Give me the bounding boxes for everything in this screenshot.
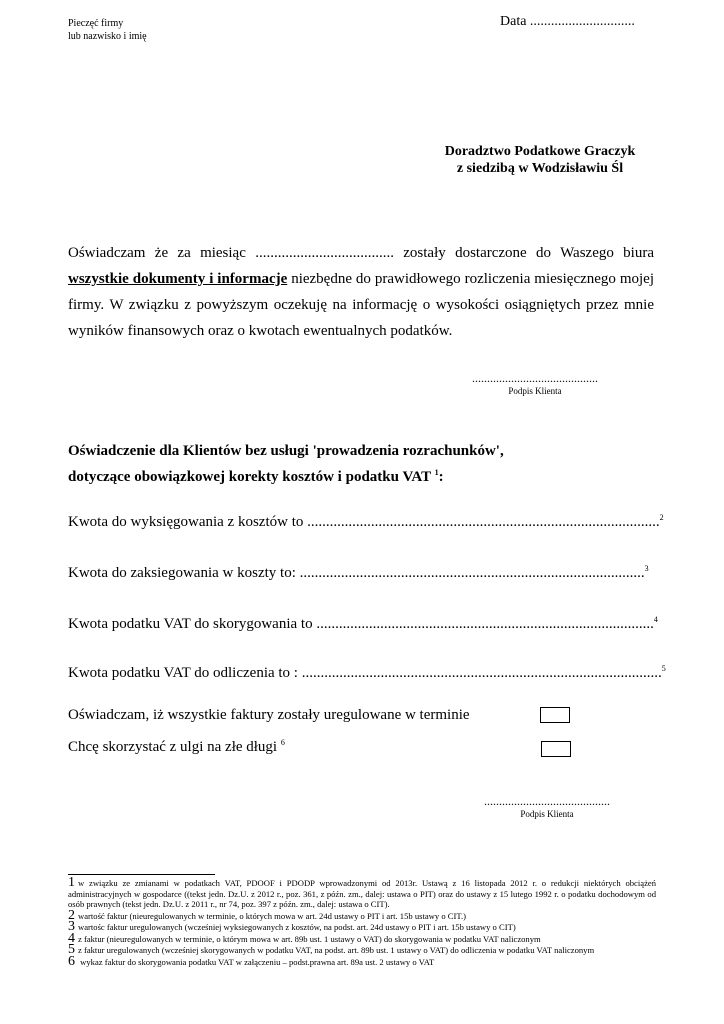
declaration-emphasis: wszystkie dokumenty i informacje — [68, 271, 288, 287]
footnote-ref: 3 — [644, 564, 649, 573]
footnote: 5 z faktur uregulowanych (wcześniej skorygowanych w podatku VAT, na podst. art. 89b ust. 1 ustawy o VAT) do odliczenia w podatku VAT naliczonym — [68, 942, 595, 957]
company-stamp-label — [68, 17, 147, 43]
recipient-block — [430, 143, 650, 177]
footnote-separator — [68, 874, 215, 875]
signature-line: .......................................... — [484, 794, 610, 808]
paid-invoices-checkbox[interactable] — [540, 707, 570, 723]
declaration-paragraph — [68, 240, 654, 344]
section-heading-line-1: Oświadczenie dla Klientów bez usługi 'prowadzenia rozrachunków', — [68, 443, 504, 459]
amount-line: Kwota podatku VAT do odliczenia to : ................................................................................................$^5$ — [68, 664, 666, 681]
amount-line: Kwota do wyksięgowania z kosztów to ..............................................................................................$^2$ — [68, 513, 664, 530]
footnotes — [68, 875, 656, 969]
footnote: 1 w związku ze zmianami w podatkach VAT, PDOOF i PDODP wprowadzonymi od 2013r. Ustawą z 16 listopada 2012 r. o redukcji niektórych obciążeń administracyjnych w gospodarce ((tekst jedn. Dz.U. z 2012 r., poz. 361, z późn. zm., dalej: ustawa o PIT) oraz do ustawy z 15 lutego 1992 r. o podatku dochodowym od osób prawnych (tekst jedn. Dz.U. z 2011 r., nr 74, poz. 397 z późn. zm., dalej: ustawa o CIT). — [68, 875, 656, 909]
paid-invoices-statement: Oświadczam, iż wszystkie faktury zostały uregulowane w terminie — [68, 707, 470, 723]
footnote: 4 z faktur (nieuregulowanych w terminie, o którym mowa w art. 89b ust. 1 ustawy o VAT) do skorygowania w podatku VAT naliczonym — [68, 930, 541, 946]
section-heading-line-2: dotyczące obowiązkowej korekty kosztów i podatku VAT $^1$: — [68, 468, 444, 485]
footnote-ref: 2 — [659, 513, 664, 522]
footnote: 6 wykaz faktur do skorygowania podatku VAT w załączeniu – podst.prawna art. 89a ust. 2 ustawy o VAT — [68, 953, 435, 969]
section-heading — [68, 438, 504, 490]
client-signature-1 — [455, 372, 615, 398]
declaration-part-2: niezbędne do prawidłowego rozliczenia miesięcznego mojej firmy. W związku z powyższym oczekuję na informację o wysokości osiągniętych przez mnie wyników finansowych oraz o kwotach ewentualnych podatków. — [68, 271, 655, 339]
recipient-line-1: Doradztwo Podatkowe Graczyk — [444, 144, 636, 159]
footnote: 2 wartość faktur (nieuregulowanych w terminie, o których mowa w art. 24d ustawy o PIT i art. 15b ustawy o CIT.) — [68, 907, 466, 923]
footnote-ref: 4 — [653, 615, 658, 624]
footnote-ref: 6 — [280, 738, 285, 747]
bad-debt-relief-checkbox[interactable] — [541, 741, 571, 757]
signature-line: .......................................... — [472, 371, 598, 385]
signature-label: Podpis Klienta — [508, 386, 562, 396]
declaration-part-1: Oświadczam że za miesiąc ..................................... zostały dostarczone do Waszego biura — [68, 245, 654, 261]
footnote: 3 wartośc faktur uregulowanych (wcześniej wyksiegowanych z kosztów, na podst. art. 24d ustawy o PIT i art. 15b ustawy o CIT) — [68, 919, 516, 934]
bad-debt-relief-statement: Chcę skorzystać z ulgi na złe długi $^6$ — [68, 738, 285, 755]
footnote-ref: 5 — [661, 664, 666, 673]
stamp-line-1: Pieczęć firmy — [68, 18, 124, 29]
recipient-line-2: z siedzibą w Wodzisławiu Śl — [456, 161, 624, 176]
amount-line: Kwota podatku VAT do skorygowania to ..........................................................................................$^4$ — [68, 615, 658, 632]
client-signature-2 — [467, 795, 627, 821]
footnote-ref: 1 — [434, 468, 439, 477]
stamp-line-2: lub nazwisko i imię — [68, 31, 147, 42]
amount-line: Kwota do zaksiegowania w koszty to: ............................................................................................$^3$ — [68, 564, 649, 581]
date-field: Data .............................. — [500, 14, 635, 29]
signature-label: Podpis Klienta — [520, 809, 574, 819]
